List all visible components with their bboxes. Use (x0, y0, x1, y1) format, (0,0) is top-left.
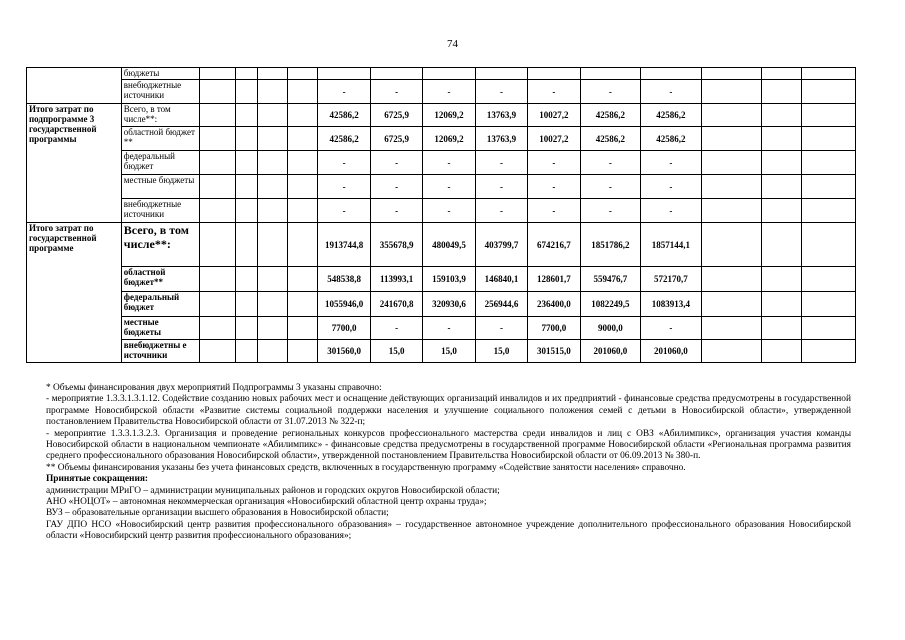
empty-cell (762, 104, 802, 127)
empty-cell (257, 340, 287, 363)
empty-cell (802, 175, 856, 199)
value-cell (475, 68, 527, 80)
value-cell (423, 68, 475, 80)
empty-cell (762, 151, 802, 175)
value-cell: 1083913,4 (641, 292, 702, 317)
value-cell: - (475, 175, 527, 199)
value-cell: 1913744,8 (318, 223, 370, 267)
empty-cell (701, 175, 762, 199)
empty-cell (701, 292, 762, 317)
footnote-4: ** Объемы финансирования указаны без учета финансовых средств, включенных в государственную программу «Содействие занятости населения» справочно. (46, 462, 686, 473)
empty-cell (701, 104, 762, 127)
empty-cell (762, 127, 802, 151)
footnote-1: * Объемы финансирования двух мероприятий Подпрограммы 3 указаны справочно: (46, 383, 382, 393)
value-cell: 1055946,0 (318, 292, 370, 317)
value-cell: 10027,2 (528, 104, 580, 127)
empty-cell (802, 80, 856, 104)
value-cell: - (580, 175, 641, 199)
value-cell: 42586,2 (318, 127, 370, 151)
value-cell: - (423, 151, 475, 175)
value-cell: 674216,7 (528, 223, 580, 267)
value-cell: 12069,2 (423, 127, 475, 151)
value-cell: 6725,9 (370, 104, 422, 127)
empty-cell (762, 68, 802, 80)
empty-cell (200, 151, 235, 175)
empty-cell (235, 151, 257, 175)
empty-cell (802, 127, 856, 151)
value-cell: - (318, 175, 370, 199)
value-cell: 42586,2 (641, 127, 702, 151)
value-cell: - (528, 151, 580, 175)
value-cell: - (580, 80, 641, 104)
table-row (27, 223, 856, 267)
value-cell: 559476,7 (580, 267, 641, 292)
empty-cell (802, 223, 856, 267)
group-title (27, 68, 122, 104)
value-cell: 256944,6 (475, 292, 527, 317)
value-cell: - (580, 199, 641, 223)
empty-cell (200, 292, 235, 317)
value-cell: 1082249,5 (580, 292, 641, 317)
value-cell: - (318, 80, 370, 104)
empty-cell (762, 317, 802, 340)
source-label: внебюджетные источники (121, 199, 200, 223)
empty-cell (701, 68, 762, 80)
empty-cell (802, 292, 856, 317)
table-row (27, 267, 856, 292)
value-cell: - (318, 199, 370, 223)
empty-cell (200, 199, 235, 223)
source-label: Всего, в том числе**: (121, 104, 200, 127)
value-cell: 13763,9 (475, 104, 527, 127)
abbreviation-item: администрации МРиГО – администрации муниципальных районов и городских округов Новосибирской области; (46, 485, 500, 496)
empty-cell (762, 175, 802, 199)
value-cell: - (318, 151, 370, 175)
table-row (27, 68, 856, 80)
empty-cell (288, 68, 318, 80)
value-cell: - (641, 80, 702, 104)
empty-cell (257, 223, 287, 267)
value-cell: 301515,0 (528, 340, 580, 363)
value-cell: 7700,0 (528, 317, 580, 340)
empty-cell (288, 199, 318, 223)
value-cell: 320930,6 (423, 292, 475, 317)
value-cell (318, 68, 370, 80)
empty-cell (762, 267, 802, 292)
value-cell: - (641, 317, 702, 340)
empty-cell (288, 104, 318, 127)
empty-cell (235, 175, 257, 199)
empty-cell (235, 340, 257, 363)
empty-cell (235, 127, 257, 151)
value-cell: 15,0 (370, 340, 422, 363)
value-cell: 42586,2 (580, 127, 641, 151)
source-label: бюджеты (121, 68, 200, 80)
empty-cell (257, 104, 287, 127)
value-cell: - (641, 175, 702, 199)
empty-cell (288, 292, 318, 317)
empty-cell (200, 127, 235, 151)
empty-cell (762, 199, 802, 223)
table-row (27, 151, 856, 175)
source-label: местные бюджеты (121, 317, 200, 340)
value-cell: 128601,7 (528, 267, 580, 292)
table-row (27, 175, 856, 199)
value-cell: - (641, 199, 702, 223)
value-cell: 7700,0 (318, 317, 370, 340)
empty-cell (762, 340, 802, 363)
empty-cell (235, 267, 257, 292)
empty-cell (257, 175, 287, 199)
value-cell: - (475, 199, 527, 223)
source-label: местные бюджеты (121, 175, 200, 199)
empty-cell (200, 104, 235, 127)
value-cell: - (528, 80, 580, 104)
empty-cell (288, 317, 318, 340)
empty-cell (701, 127, 762, 151)
value-cell: 572170,7 (641, 267, 702, 292)
empty-cell (235, 80, 257, 104)
value-cell: - (423, 317, 475, 340)
empty-cell (235, 317, 257, 340)
empty-cell (701, 340, 762, 363)
value-cell: 42586,2 (641, 104, 702, 127)
value-cell: - (370, 317, 422, 340)
value-cell: 159103,9 (423, 267, 475, 292)
empty-cell (701, 267, 762, 292)
empty-cell (288, 267, 318, 292)
table-row (27, 127, 856, 151)
empty-cell (200, 175, 235, 199)
value-cell: - (370, 175, 422, 199)
value-cell (370, 68, 422, 80)
empty-cell (257, 267, 287, 292)
footnote-3: - мероприятие 1.3.3.1.3.2.3. Организация и проведение региональных конкурсов профессионального мастерства среди инвалидов и лиц с ОВЗ «Абилимпикс», организация участия команды Новосибирской области в национальном чемпионате «Абилимпикс» - финансовые средства предусмотрены в государственной программе Новосибирской области «Региональная программа развития среднего профессионального образования Новосибирской области», утвержденной постановлением Правительства Новосибирской области от 06.09.2013 № 380-п. (46, 428, 851, 462)
empty-cell (701, 80, 762, 104)
empty-cell (288, 340, 318, 363)
value-cell: 201060,0 (641, 340, 702, 363)
value-cell: - (370, 151, 422, 175)
value-cell (641, 68, 702, 80)
group-title: Итого затрат по подпрограмме 3 государственной программы (27, 104, 122, 223)
empty-cell (257, 199, 287, 223)
empty-cell (257, 151, 287, 175)
value-cell: 113993,1 (370, 267, 422, 292)
table-row (27, 317, 856, 340)
value-cell: 301560,0 (318, 340, 370, 363)
abbreviation-item: АНО «НОЦОТ» – автономная некоммерческая организация «Новосибирский областной центр охраны труда»; (46, 497, 487, 508)
source-label: федеральный бюджет (121, 292, 200, 317)
empty-cell (257, 292, 287, 317)
empty-cell (200, 267, 235, 292)
budget-table (26, 67, 856, 363)
empty-cell (802, 68, 856, 80)
table-row (27, 199, 856, 223)
value-cell: 236400,0 (528, 292, 580, 317)
empty-cell (257, 80, 287, 104)
empty-cell (288, 127, 318, 151)
empty-cell (235, 199, 257, 223)
empty-cell (701, 151, 762, 175)
value-cell: - (370, 80, 422, 104)
value-cell: - (423, 80, 475, 104)
value-cell: - (475, 317, 527, 340)
source-label: Всего, в том числе**: (121, 223, 200, 267)
empty-cell (200, 80, 235, 104)
empty-cell (288, 223, 318, 267)
empty-cell (200, 340, 235, 363)
empty-cell (802, 267, 856, 292)
source-label: областной бюджет ** (121, 127, 200, 151)
empty-cell (235, 292, 257, 317)
empty-cell (701, 223, 762, 267)
empty-cell (235, 104, 257, 127)
value-cell: 1851786,2 (580, 223, 641, 267)
footnotes (46, 383, 851, 543)
value-cell: 15,0 (423, 340, 475, 363)
value-cell: 13763,9 (475, 127, 527, 151)
table-row (27, 104, 856, 127)
value-cell: - (475, 151, 527, 175)
value-cell: 355678,9 (370, 223, 422, 267)
empty-cell (288, 151, 318, 175)
empty-cell (257, 68, 287, 80)
value-cell: 548538,8 (318, 267, 370, 292)
empty-cell (257, 317, 287, 340)
value-cell: 15,0 (475, 340, 527, 363)
value-cell: 201060,0 (580, 340, 641, 363)
source-label: внебюджетны е источники (121, 340, 200, 363)
source-label: федеральный бюджет (121, 151, 200, 175)
value-cell: 241670,8 (370, 292, 422, 317)
empty-cell (802, 340, 856, 363)
value-cell: - (528, 175, 580, 199)
abbreviation-item: ВУЗ – образовательные организации высшего образования в Новосибирской области; (46, 508, 389, 519)
group-title: Итого затрат по государственной программе (27, 223, 122, 363)
abbreviation-item: ГАУ ДПО НСО «Новосибирский центр развития профессионального образования» – государственное автономное учреждение дополнительного профессионального образования Новосибирской области «Новосибирский центр развития профессионального образования»; (46, 519, 851, 542)
empty-cell (288, 175, 318, 199)
value-cell: 42586,2 (580, 104, 641, 127)
value-cell: 12069,2 (423, 104, 475, 127)
value-cell (580, 68, 641, 80)
value-cell: 9000,0 (580, 317, 641, 340)
value-cell: 403799,7 (475, 223, 527, 267)
value-cell: - (528, 199, 580, 223)
empty-cell (762, 292, 802, 317)
value-cell: - (475, 80, 527, 104)
value-cell: 146840,1 (475, 267, 527, 292)
empty-cell (762, 223, 802, 267)
empty-cell (288, 80, 318, 104)
source-label: внебюджетные источники (121, 80, 200, 104)
table-row (27, 80, 856, 104)
value-cell: 42586,2 (318, 104, 370, 127)
value-cell: - (580, 151, 641, 175)
empty-cell (802, 104, 856, 127)
value-cell: - (423, 175, 475, 199)
abbreviations-heading: Принятые сокращения: (46, 474, 149, 485)
empty-cell (802, 199, 856, 223)
value-cell: - (423, 199, 475, 223)
value-cell: 480049,5 (423, 223, 475, 267)
empty-cell (701, 317, 762, 340)
empty-cell (200, 317, 235, 340)
value-cell: 1857144,1 (641, 223, 702, 267)
empty-cell (802, 317, 856, 340)
table-row (27, 340, 856, 363)
empty-cell (235, 68, 257, 80)
source-label: областной бюджет** (121, 267, 200, 292)
value-cell: 6725,9 (370, 127, 422, 151)
page-number: 74 (447, 38, 458, 50)
empty-cell (200, 68, 235, 80)
empty-cell (200, 223, 235, 267)
empty-cell (235, 223, 257, 267)
value-cell (528, 68, 580, 80)
footnote-2: - мероприятие 1.3.3.1.3.1.12. Содействие созданию новых рабочих мест и оснащение действующих организаций инвалидов и их предприятий - финансовые средства предусмотрены в государственной программе Новосибирской области «Развитие системы социальной поддержки населения и улучшение социального положения семей с детьми в Новосибирской области», утвержденной постановлением Правительства Новосибирской области от 31.07.2013 № 322-п; (46, 394, 851, 428)
empty-cell (802, 151, 856, 175)
empty-cell (701, 199, 762, 223)
empty-cell (257, 127, 287, 151)
value-cell: - (370, 199, 422, 223)
table-row (27, 292, 856, 317)
value-cell: - (641, 151, 702, 175)
empty-cell (762, 80, 802, 104)
value-cell: 10027,2 (528, 127, 580, 151)
